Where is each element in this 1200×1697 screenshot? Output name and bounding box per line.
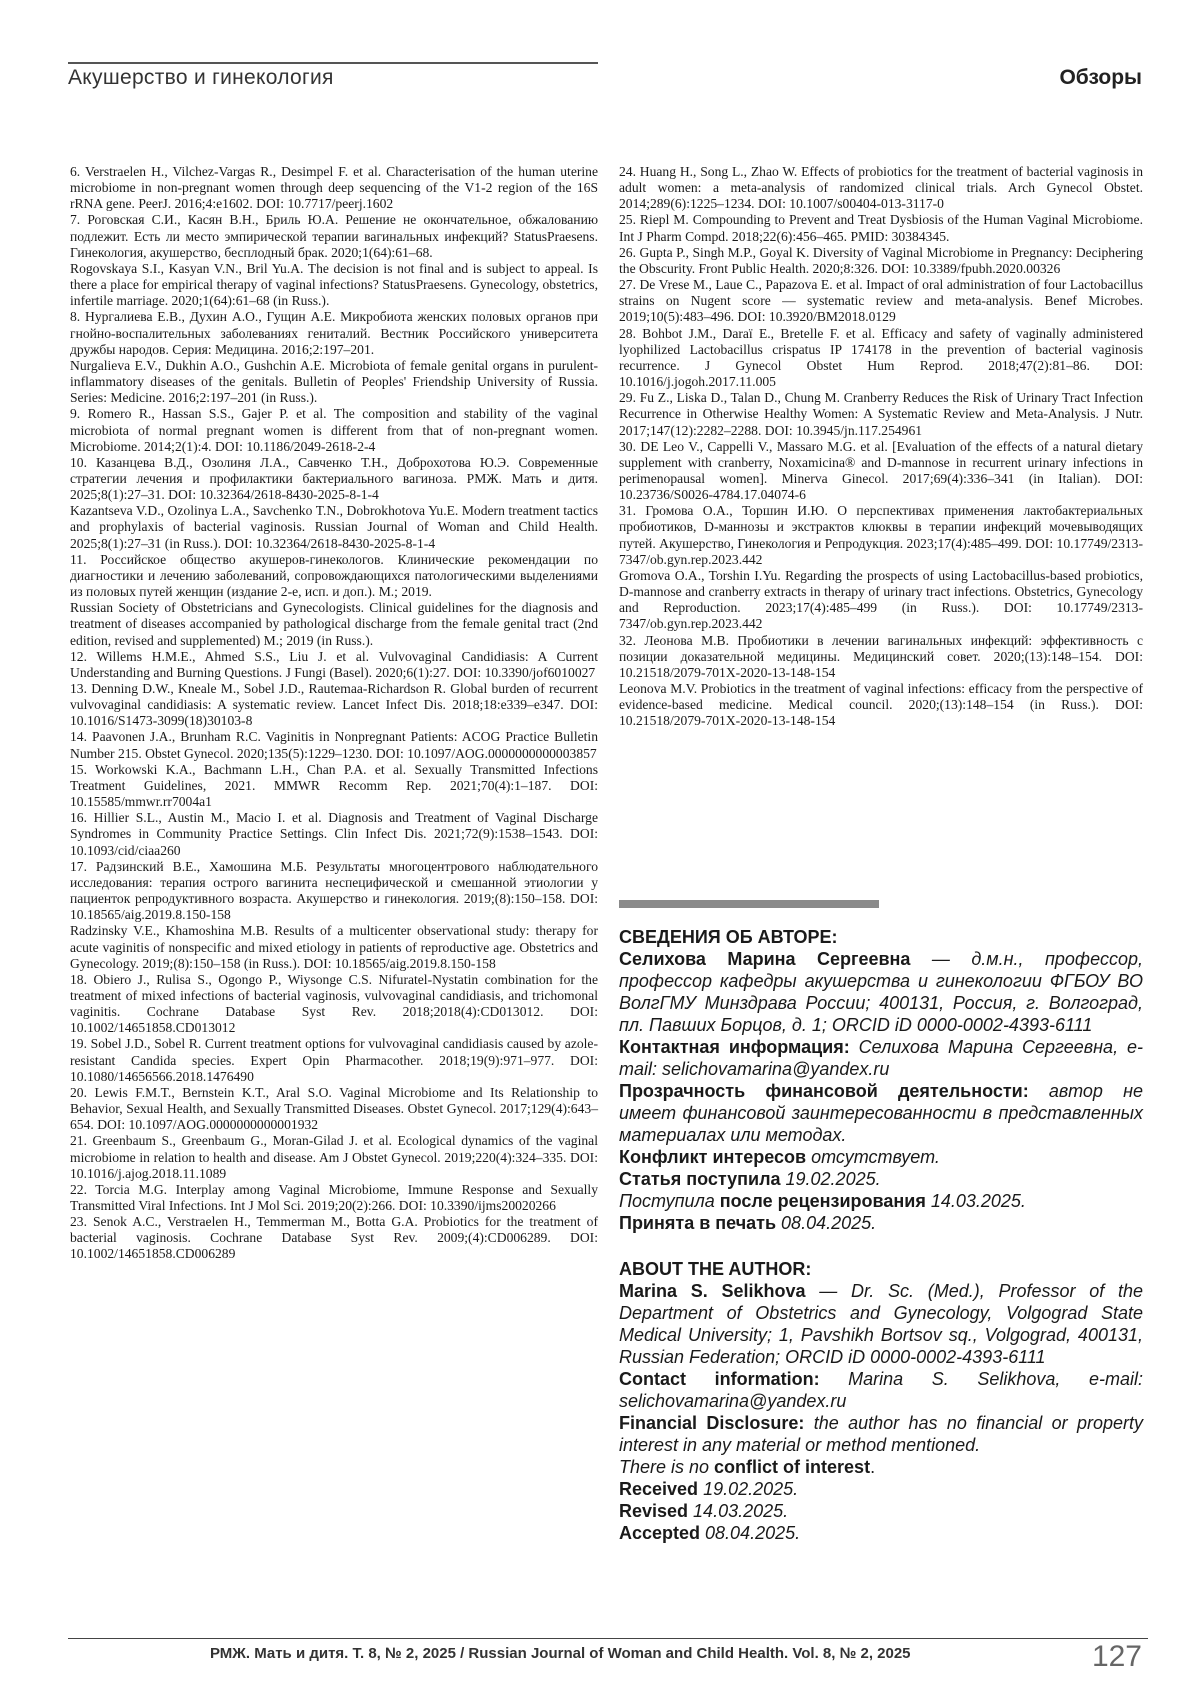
footer-rule (68, 1638, 1148, 1639)
section-divider (619, 900, 879, 908)
accepted-date-en: 08.04.2025. (700, 1523, 801, 1543)
financial-ru (619, 1080, 1143, 1146)
reference-item: 6. Verstraelen H., Vilchez-Vargas R., Desimpel F. et al. Characterisation of the human uterine microbiome in non-pregnant women through deep sequencing of the V1-2 region of the 16S rRNA gene. PeerJ. 2016;4:e1602. DOI: 10.7717/peerj.1602 (70, 164, 598, 212)
revised-date-en: 14.03.2025. (688, 1501, 789, 1521)
revised-ru (619, 1190, 1143, 1212)
reference-item: 27. De Vrese M., Laue C., Papazova E. et al. Impact of oral administration of four Lactobacillus strains on Nugent score — systematic review and meta-analysis. Benef Microbes. 2019;10(5):483–496. DOI: 10.3920/BM2018.0129 (619, 277, 1143, 325)
reference-item: 16. Hillier S.L., Austin M., Macio I. et al. Diagnosis and Treatment of Vaginal Discharge Syndromes in Community Practice Settings. Clin Infect Dis. 2021;72(9):1538–1543. DOI: 10.1093/cid/ciaa260 (70, 810, 598, 858)
reference-item: Russian Society of Obstetricians and Gynecologists. Clinical guidelines for the diagnosis and treatment of diseases accompanied by pathological discharge from the female genital tract (2nd edition, revised and supplemented) M.; 2019 (in Russ.). (70, 600, 598, 648)
revised-label-ru: после рецензирования (714, 1191, 926, 1211)
header-rule (68, 62, 598, 64)
reference-item: 28. Bohbot J.M., Daraï E., Bretelle F. et al. Efficacy and safety of vaginally administered lyophilized Lactobacillus crispatus IP 174178 in the prevention of bacterial vaginosis recurrence. J Gynecol Obstet Hum Reprod. 2018;47(2):81–86. DOI: 10.1016/j.jogoh.2017.11.005 (619, 325, 1143, 390)
reference-item: 29. Fu Z., Liska D., Talan D., Chung M. Cranberry Reduces the Risk of Urinary Tract Infection Recurrence in Otherwise Healthy Women: A Systematic Review and Meta-Analysis. J Nutr. 2017;147(12):2282–2288. DOI: 10.3945/jn.117.254961 (619, 390, 1143, 438)
contact-en (619, 1368, 1143, 1412)
reference-item: 18. Obiero J., Rulisa S., Ogongo P., Wiysonge C.S. Nifuratel-Nystatin combination for the treatment of mixed infections of bacterial vaginosis, vulvovaginal candidiasis, and trichomonal vaginitis. Cochrane Database Syst Rev. 2018;2018(4):CD013012. DOI: 10.1002/14651858.CD013012 (70, 971, 598, 1036)
reference-item: 24. Huang H., Song L., Zhao W. Effects of probiotics for the treatment of bacterial vaginosis in adult women: a meta-analysis of randomized clinical trials. Arch Gynecol Obstet. 2014;289(6):1225–1234. DOI: 10.1007/s00404-013-3117-0 (619, 164, 1143, 212)
author-heading-ru: СВЕДЕНИЯ ОБ АВТОРЕ: (619, 927, 838, 947)
author-name-ru: Селихова Марина Сергеевна (619, 949, 911, 969)
received-en (619, 1478, 1143, 1500)
received-label-ru: Статья поступила (619, 1169, 781, 1189)
revised-date-ru: 14.03.2025. (925, 1191, 1026, 1211)
conflict-label-ru: Конфликт интересов (619, 1147, 807, 1167)
author-info-block (619, 926, 1143, 1544)
financial-value-en: the author has no financial or property interest in any material or method mentioned. (619, 1413, 1143, 1455)
conflict-prefix-en: There is no (619, 1457, 710, 1477)
reference-item: 31. Громова О.А., Торшин И.Ю. О перспективах применения лактобактериальных пробиотиков, D-маннозы и экстрактов клюквы в терапии инфекций мочевыводящих путей. Акушерство, Гинекология и Репродукция. 2023;17(4):485–499. DOI: 10.17749/2313-7347/ob.gyn.rep.2023.442 (619, 503, 1143, 567)
reference-item: 19. Sobel J.D., Sobel R. Current treatment options for vulvovaginal candidiasis caused by azole-resistant Candida species. Expert Opin Pharmacother. 2018;19(9):971–977. DOI: 10.1080/14656566.2018.1476490 (70, 1036, 598, 1084)
received-ru (619, 1168, 1143, 1190)
section-label: Обзоры (1059, 66, 1142, 89)
author-name-en: Marina S. Selikhova (619, 1281, 806, 1301)
references-left-column (70, 164, 598, 1263)
reference-item: 10. Казанцева В.Д., Озолиня Л.А., Савченко Т.Н., Доброхотова Ю.Э. Современные стратегии лечения и профилактики бактериального вагиноза. РМЖ. Мать и дитя. 2025;8(1):27–31. DOI: 10.32364/2618-8430-2025-8-1-4 (70, 454, 598, 503)
revised-label-en: Revised (619, 1501, 689, 1521)
reference-item: Leonova M.V. Probiotics in the treatment of vaginal infections: efficacy from the perspective of evidence-based medicine. Medical council. 2020;(13):148–154 (in Russ.). DOI: 10.21518/2079-701X-2020-13-148-154 (619, 681, 1143, 729)
contact-value-en: Marina S. Selikhova, e-mail: selichovamarina@yandex.ru (619, 1369, 1143, 1411)
reference-item: Gromova O.A., Torshin I.Yu. Regarding the prospects of using Lactobacillus-based probiotics, D-mannose and cranberry extracts in therapy of urinary tract infections. Obstetrics, Gynecology and Reproduction. 2023;17(4):485–499 (in Russ.). DOI: 10.17749/2313-7347/ob.gyn.rep.2023.442 (619, 567, 1143, 632)
reference-item: 13. Denning D.W., Kneale M., Sobel J.D., Rautemaa-Richardson R. Global burden of recurrent vulvovaginal candidiasis: A systematic review. Lancet Infect Dis. 2018;18:e339–e347. DOI: 10.1016/S1473-3099(18)30103-8 (70, 681, 598, 729)
references-right-column (619, 164, 1143, 729)
reference-item: 21. Greenbaum S., Greenbaum G., Moran-Gilad J. et al. Ecological dynamics of the vaginal microbiome in relation to health and disease. Am J Obstet Gynecol. 2019;220(4):324–335. DOI: 10.1016/j.ajog.2018.11.1089 (70, 1133, 598, 1181)
reference-item: Nurgalieva E.V., Dukhin A.O., Gushchin A.E. Microbiota of female genital organs in purulent-inflammatory diseases of the genitals. Bulletin of Peoples' Friendship University of Russia. Series: Medicine. 2016;2:197–201 (in Russ.). (70, 357, 598, 406)
conflict-suffix-en: . (870, 1457, 876, 1477)
accepted-label-ru: Принята в печать (619, 1213, 777, 1233)
financial-en (619, 1412, 1143, 1456)
reference-item: 7. Роговская С.И., Касян В.Н., Бриль Ю.А. Решение не окончательное, обжалованию подлежит. Есть ли место эмпирической терапии вагинальных инфекций? StatusPraesens. Гинекология, акушерство, бесплодный брак. 2020;1(64):61–68. (70, 212, 598, 260)
page-number: 127 (1091, 1640, 1142, 1673)
received-date-en: 19.02.2025. (698, 1479, 799, 1499)
journal-section-title: Акушерство и гинекология (68, 66, 334, 89)
reference-item: 20. Lewis F.M.T., Bernstein K.T., Aral S.O. Vaginal Microbiome and Its Relationship to Behavior, Sexual Health, and Sexually Transmitted Diseases. Obstet Gynecol. 2017;129(4):643–654. DOI: 10.1097/AOG.0000000000001932 (70, 1084, 598, 1133)
author-bio-ru (619, 948, 1143, 1036)
reference-item: 12. Willems H.M.E., Ahmed S.S., Liu J. et al. Vulvovaginal Candidiasis: A Current Understanding and Burning Questions. J Fungi (Basel). 2020;6(1):27. DOI: 10.3390/jof6010027 (70, 648, 598, 680)
contact-label-ru: Контактная информация: (619, 1037, 850, 1057)
financial-label-en: Financial Disclosure: (619, 1413, 805, 1433)
received-date-ru: 19.02.2025. (780, 1169, 881, 1189)
conflict-ru (619, 1146, 1143, 1168)
accepted-ru (619, 1212, 1143, 1234)
reference-item: 17. Радзинский В.Е., Хамошина М.Б. Результаты многоцентрового наблюдательного исследования: терапия острого вагинита неспецифической и смешанной этиологии у пациенток репродуктивного возраста. Акушерство и гинекология. 2019;(8):150–158. DOI: 10.18565/aig.2019.8.150-158 (70, 858, 598, 923)
received-label-en: Received (619, 1479, 699, 1499)
revised-en (619, 1500, 1143, 1522)
reference-item: 23. Senok A.C., Verstraelen H., Temmerman M., Botta G.A. Probiotics for the treatment of bacterial vaginosis. Cochrane Database Syst Rev. 2009;(4):CD006289. DOI: 10.1002/14651858.CD006289 (70, 1214, 598, 1262)
financial-value-ru: автор не имеет финансовой заинтересованности в представленных материалах или методах. (619, 1081, 1144, 1145)
author-bio-en (619, 1280, 1143, 1368)
reference-item: Kazantseva V.D., Ozolinya L.A., Savchenko T.N., Dobrokhotova Yu.E. Modern treatment tactics and prophylaxis of bacterial vaginosis. Russian Journal of Woman and Child Health. 2025;8(1):27–31 (in Russ.). DOI: 10.32364/2618-8430-2025-8-1-4 (70, 503, 598, 551)
contact-value-ru: Селихова Марина Сергеевна, e-mail: selichovamarina@yandex.ru (619, 1037, 1143, 1079)
reference-item: 25. Riepl M. Compounding to Prevent and Treat Dysbiosis of the Human Vaginal Microbiome. Int J Pharm Compd. 2018;22(6):456–465. PMID: 30384345. (619, 212, 1143, 244)
conflict-label-en: conflict of interest (709, 1457, 871, 1477)
reference-item: 22. Torcia M.G. Interplay among Vaginal Microbiome, Immune Response and Sexually Transmitted Viral Infections. Int J Mol Sci. 2019;20(2):266. DOI: 10.3390/ijms20020266 (70, 1181, 598, 1213)
conflict-value-ru: отсутствует. (806, 1147, 940, 1167)
author-details-ru: — д.м.н., профессор, профессор кафедры акушерства и гинекологии ФГБОУ ВО ВолгГМУ Минздрава России; 400131, Россия, г. Волгоград, пл. Павших Борцов, д. 1; ORCID iD 0000-0002-4393-6111 (619, 949, 1143, 1035)
accepted-en (619, 1522, 1143, 1544)
revised-prefix-ru: Поступила (619, 1191, 715, 1211)
footer-citation: РМЖ. Мать и дитя. Т. 8, № 2, 2025 / Russian Journal of Woman and Child Health. Vol. 8, № 2, 2025 (210, 1645, 911, 1662)
reference-item: Rogovskaya S.I., Kasyan V.N., Bril Yu.A. The decision is not final and is subject to appeal. Is there a place for empirical therapy of vaginal infections? StatusPraesens. Gynecology, obstetrics, infertile marriage. 2020;1(64):61–68 (in Russ.). (70, 260, 598, 309)
reference-item: 15. Workowski K.A., Bachmann L.H., Chan P.A. et al. Sexually Transmitted Infections Treatment Guidelines, 2021. MMWR Recomm Rep. 2021;70(4):1–187. DOI: 10.15585/mmwr.rr7004a1 (70, 761, 598, 810)
contact-ru (619, 1036, 1143, 1080)
accepted-label-en: Accepted (619, 1523, 701, 1543)
contact-label-en: Contact information: (619, 1369, 820, 1389)
reference-item: 26. Gupta P., Singh M.P., Goyal K. Diversity of Vaginal Microbiome in Pregnancy: Deciphering the Obscurity. Front Public Health. 2020;8:326. DOI: 10.3389/fpubh.2020.00326 (619, 244, 1143, 276)
reference-item: 8. Нургалиева Е.В., Духин А.О., Гущин А.Е. Микробиота женских половых органов при гнойно-воспалительных заболеваниях гениталий. Вестник Российского университета дружбы народов. Серия: Медицина. 2016;2:197–201. (70, 309, 598, 357)
conflict-en (619, 1456, 1143, 1478)
reference-item: 9. Romero R., Hassan S.S., Gajer P. et al. The composition and stability of the vaginal microbiota of normal pregnant women is different from that of non-pregnant women. Microbiome. 2014;2(1):4. DOI: 10.1186/2049-2618-2-4 (70, 406, 598, 454)
author-heading-en: ABOUT THE AUTHOR: (619, 1259, 812, 1279)
reference-item: 30. DE Leo V., Cappelli V., Massaro M.G. et al. [Evaluation of the effects of a natural dietary supplement with cranberry, Noxamicina® and D-mannose in recurrent urinary infections in perimenopausal women]. Minerva Ginecol. 2017;69(4):336–341 (in Italian). DOI: 10.23736/S0026-4784.17.04074-6 (619, 438, 1143, 503)
reference-item: 11. Российское общество акушеров-гинекологов. Клинические рекомендации по диагностики и лечению заболеваний, сопровождающихся патологическими выделениями из половых путей женщин (издание 2-е, исп. и доп.). М.; 2019. (70, 551, 598, 600)
reference-item: 14. Paavonen J.A., Brunham R.C. Vaginitis in Nonpregnant Patients: ACOG Practice Bulletin Number 215. Obstet Gynecol. 2020;135(5):1229–1230. DOI: 10.1097/AOG.0000000000003857 (70, 729, 598, 761)
financial-label-ru: Прозрачность финансовой деятельности: (619, 1081, 1029, 1101)
reference-item: Radzinsky V.E., Khamoshina M.B. Results of a multicenter observational study: therapy for acute vaginitis of nonspecific and mixed etiology in patients of reproductive age. Obstetrics and Gynecology. 2019;(8):150–158 (in Russ.). DOI: 10.18565/aig.2019.8.150-158 (70, 923, 598, 971)
accepted-date-ru: 08.04.2025. (776, 1213, 877, 1233)
reference-item: 32. Леонова М.В. Пробиотики в лечении вагинальных инфекций: эффективность с позиции доказательной медицины. Медицинский совет. 2020;(13):148–154. DOI: 10.21518/2079-701X-2020-13-148-154 (619, 632, 1143, 680)
author-details-en: — Dr. Sc. (Med.), Professor of the Department of Obstetrics and Gynecology, Volgograd State Medical University; 1, Pavshikh Bortsov sq., Volgograd, 400131, Russian Federation; ORCID iD 0000-0002-4393-6111 (619, 1281, 1143, 1367)
